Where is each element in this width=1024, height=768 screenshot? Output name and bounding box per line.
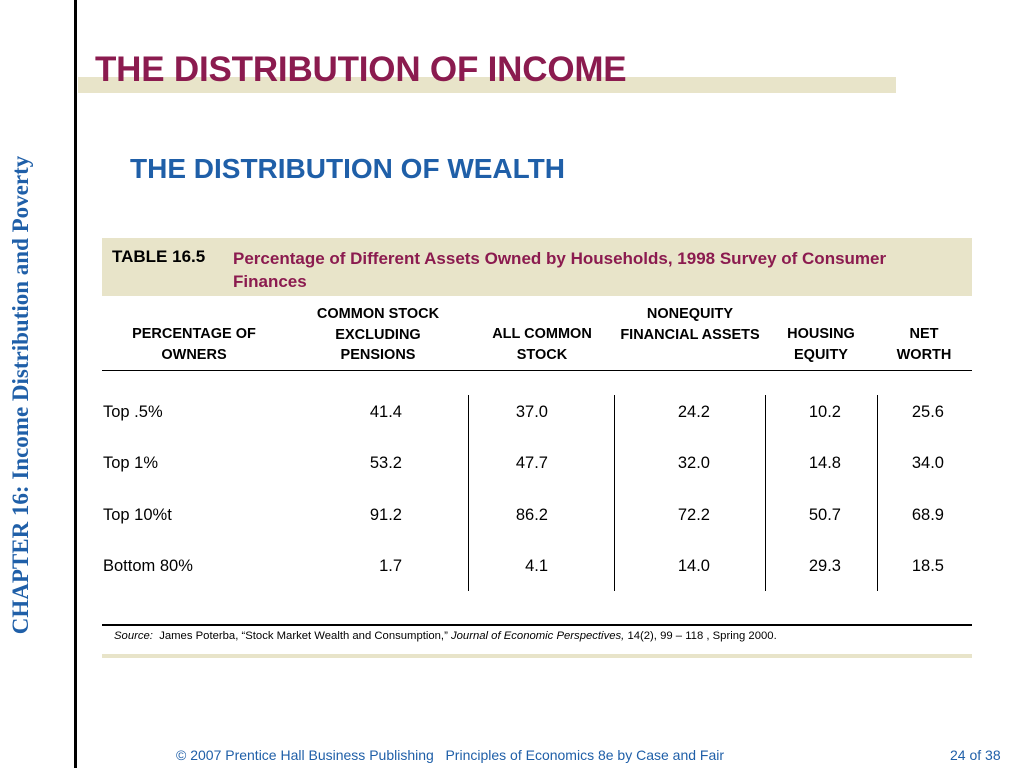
footer-copyright: © 2007 Prentice Hall Business Publishing Principles of Economics 8e by Case and Fair [176,747,725,763]
header-housing-equity: HOUSING EQUITY [787,326,855,363]
header-all-common-stock: ALL COMMON STOCK [492,326,592,363]
table-number: TABLE 16.5 [112,247,206,266]
source-rule [102,624,972,626]
slide-subtitle: THE DISTRIBUTION OF WEALTH [130,153,565,184]
source-journal: Journal of Economic Perspectives, [450,630,625,642]
table-caption-text: Percentage of Different Assets Owned by Households, 1998 Survey of Consumer Finances [233,249,887,291]
row-label: Top 1% [103,454,159,472]
cell-nonequity-assets: 32.0 [677,454,710,472]
cell-common-stock-excl: 91.2 [369,506,402,524]
table-caption [102,238,972,296]
sidebar-divider [74,0,77,768]
source-label: Source: [114,630,153,642]
cell-net-worth: 18.5 [911,557,944,575]
source-text: James Poterba, “Stock Market Wealth and Consumption,” [159,630,448,642]
row-label: Top 10%t [103,506,172,524]
cell-nonequity-assets: 24.2 [677,403,710,421]
cell-all-common-stock: 37.0 [515,403,548,421]
source-details: 14(2), 99 – 118 , Spring 2000. [627,630,777,642]
cell-housing-equity: 29.3 [808,557,841,575]
header-rule [102,370,972,371]
header-percentage-of-owners: PERCENTAGE OF OWNERS [132,326,256,363]
cell-common-stock-excl: 1.7 [379,557,402,575]
cell-net-worth: 25.6 [911,403,944,421]
column-divider [614,395,615,591]
header-nonequity-financial-assets: NONEQUITY FINANCIAL ASSETS [620,306,760,343]
cell-all-common-stock: 47.7 [515,454,548,472]
header-net-worth: NET WORTH [896,326,952,363]
row-label: Top .5% [103,403,163,421]
cell-housing-equity: 50.7 [808,506,841,524]
chapter-label: CHAPTER 16: Income Distribution and Poverty [8,155,33,635]
cell-net-worth: 68.9 [911,506,944,524]
table-bottom-band [102,654,972,658]
column-divider [468,395,469,591]
cell-all-common-stock: 86.2 [515,506,548,524]
cell-nonequity-assets: 14.0 [677,557,710,575]
column-divider [765,395,766,591]
cell-net-worth: 34.0 [911,454,944,472]
row-label: Bottom 80% [103,557,193,575]
page-number: 24 of 38 [950,747,1001,763]
header-common-stock-excluding-pensions: COMMON STOCK EXCLUDING PENSIONS [316,306,440,363]
table-source [114,630,777,642]
cell-nonequity-assets: 72.2 [677,506,710,524]
slide-title: THE DISTRIBUTION OF INCOME [95,50,627,89]
cell-housing-equity: 14.8 [808,454,841,472]
cell-all-common-stock: 4.1 [525,557,548,575]
cell-common-stock-excl: 53.2 [369,454,402,472]
cell-housing-equity: 10.2 [808,403,841,421]
cell-common-stock-excl: 41.4 [369,403,402,421]
